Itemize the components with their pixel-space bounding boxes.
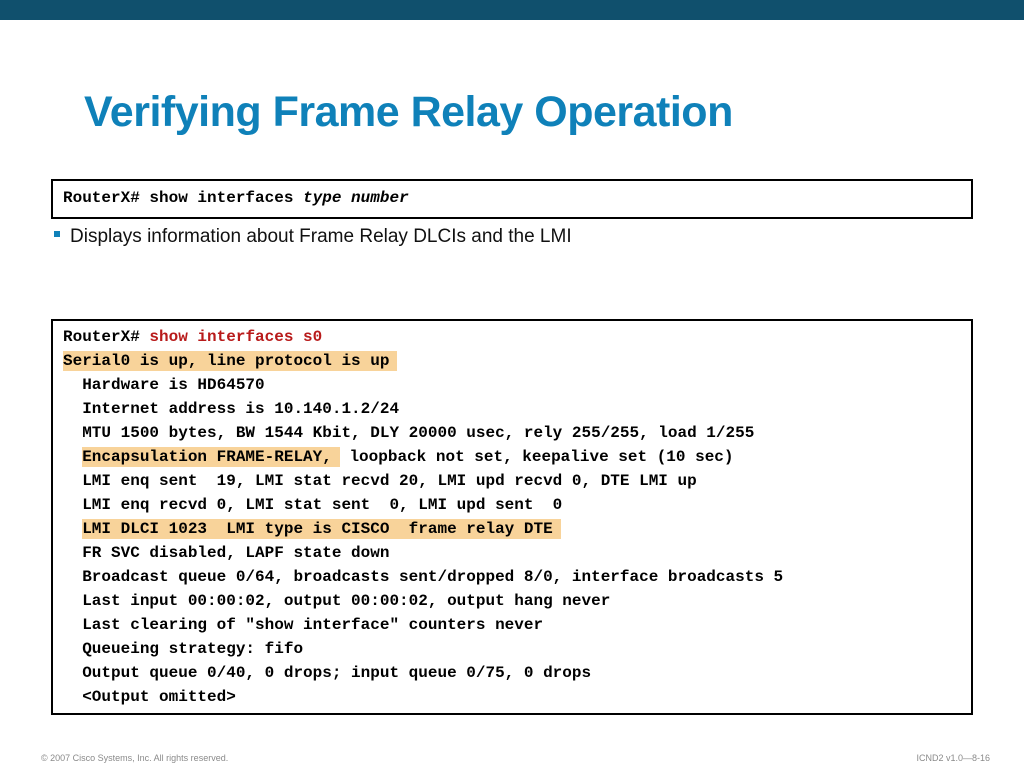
cli-output-line: Last input 00:00:02, output 00:00:02, output hang never (63, 592, 611, 610)
indent (63, 448, 82, 466)
bullet-text: Displays information about Frame Relay DLCIs and the LMI (70, 226, 572, 247)
cli-output-line (63, 447, 734, 467)
cli-output-line: Hardware is HD64570 (63, 376, 265, 394)
slide-title: Verifying Frame Relay Operation (84, 88, 733, 136)
cli-output-line: Output queue 0/40, 0 drops; input queue 0/75, 0 drops (63, 664, 592, 682)
cli-output-line: LMI enq recvd 0, LMI stat sent 0, LMI upd sent 0 (63, 496, 563, 514)
cli-output-line: <Output omitted> (63, 688, 236, 706)
highlight-lmi-dlci: LMI DLCI 1023 LMI type is CISCO frame relay DTE (82, 519, 560, 539)
cli-output-line: FR SVC disabled, LAPF state down (63, 544, 390, 562)
cli-output-line (63, 351, 397, 371)
cli-output-line: MTU 1500 bytes, BW 1544 Kbit, DLY 20000 usec, rely 255/255, load 1/255 (63, 424, 755, 442)
bullet-square-icon (54, 231, 60, 237)
cli-output-line: LMI enq sent 19, LMI stat recvd 20, LMI upd recvd 0, DTE LMI up (63, 472, 697, 490)
cli-command-line (63, 327, 322, 347)
cli-output-line: Last clearing of "show interface" counters never (63, 616, 544, 634)
cli-command: show interfaces s0 (149, 328, 323, 346)
encapsulation-rest: loopback not set, keepalive set (10 sec) (339, 448, 734, 466)
cli-output-line (63, 519, 561, 539)
bullet-item (54, 226, 572, 248)
indent (63, 520, 82, 538)
cli-output-line: Internet address is 10.140.1.2/24 (63, 400, 400, 418)
cli-output-line: Broadcast queue 0/64, broadcasts sent/dropped 8/0, interface broadcasts 5 (63, 568, 784, 586)
highlight-interface-status: Serial0 is up, line protocol is up (63, 351, 397, 371)
command-syntax (63, 189, 409, 207)
cli-output-line: Queueing strategy: fifo (63, 640, 304, 658)
command-syntax-box (51, 179, 973, 219)
top-banner (0, 0, 1024, 20)
command-syntax-args: type number (303, 189, 409, 207)
course-footer: ICND2 v1.0—8-16 (916, 753, 990, 763)
command-syntax-prefix: RouterX# show interfaces (63, 189, 304, 207)
cli-output-box (51, 319, 973, 715)
copyright-footer: © 2007 Cisco Systems, Inc. All rights reserved. (41, 753, 229, 763)
highlight-encapsulation: Encapsulation FRAME-RELAY, (82, 447, 340, 467)
cli-prompt: RouterX# (63, 328, 150, 346)
